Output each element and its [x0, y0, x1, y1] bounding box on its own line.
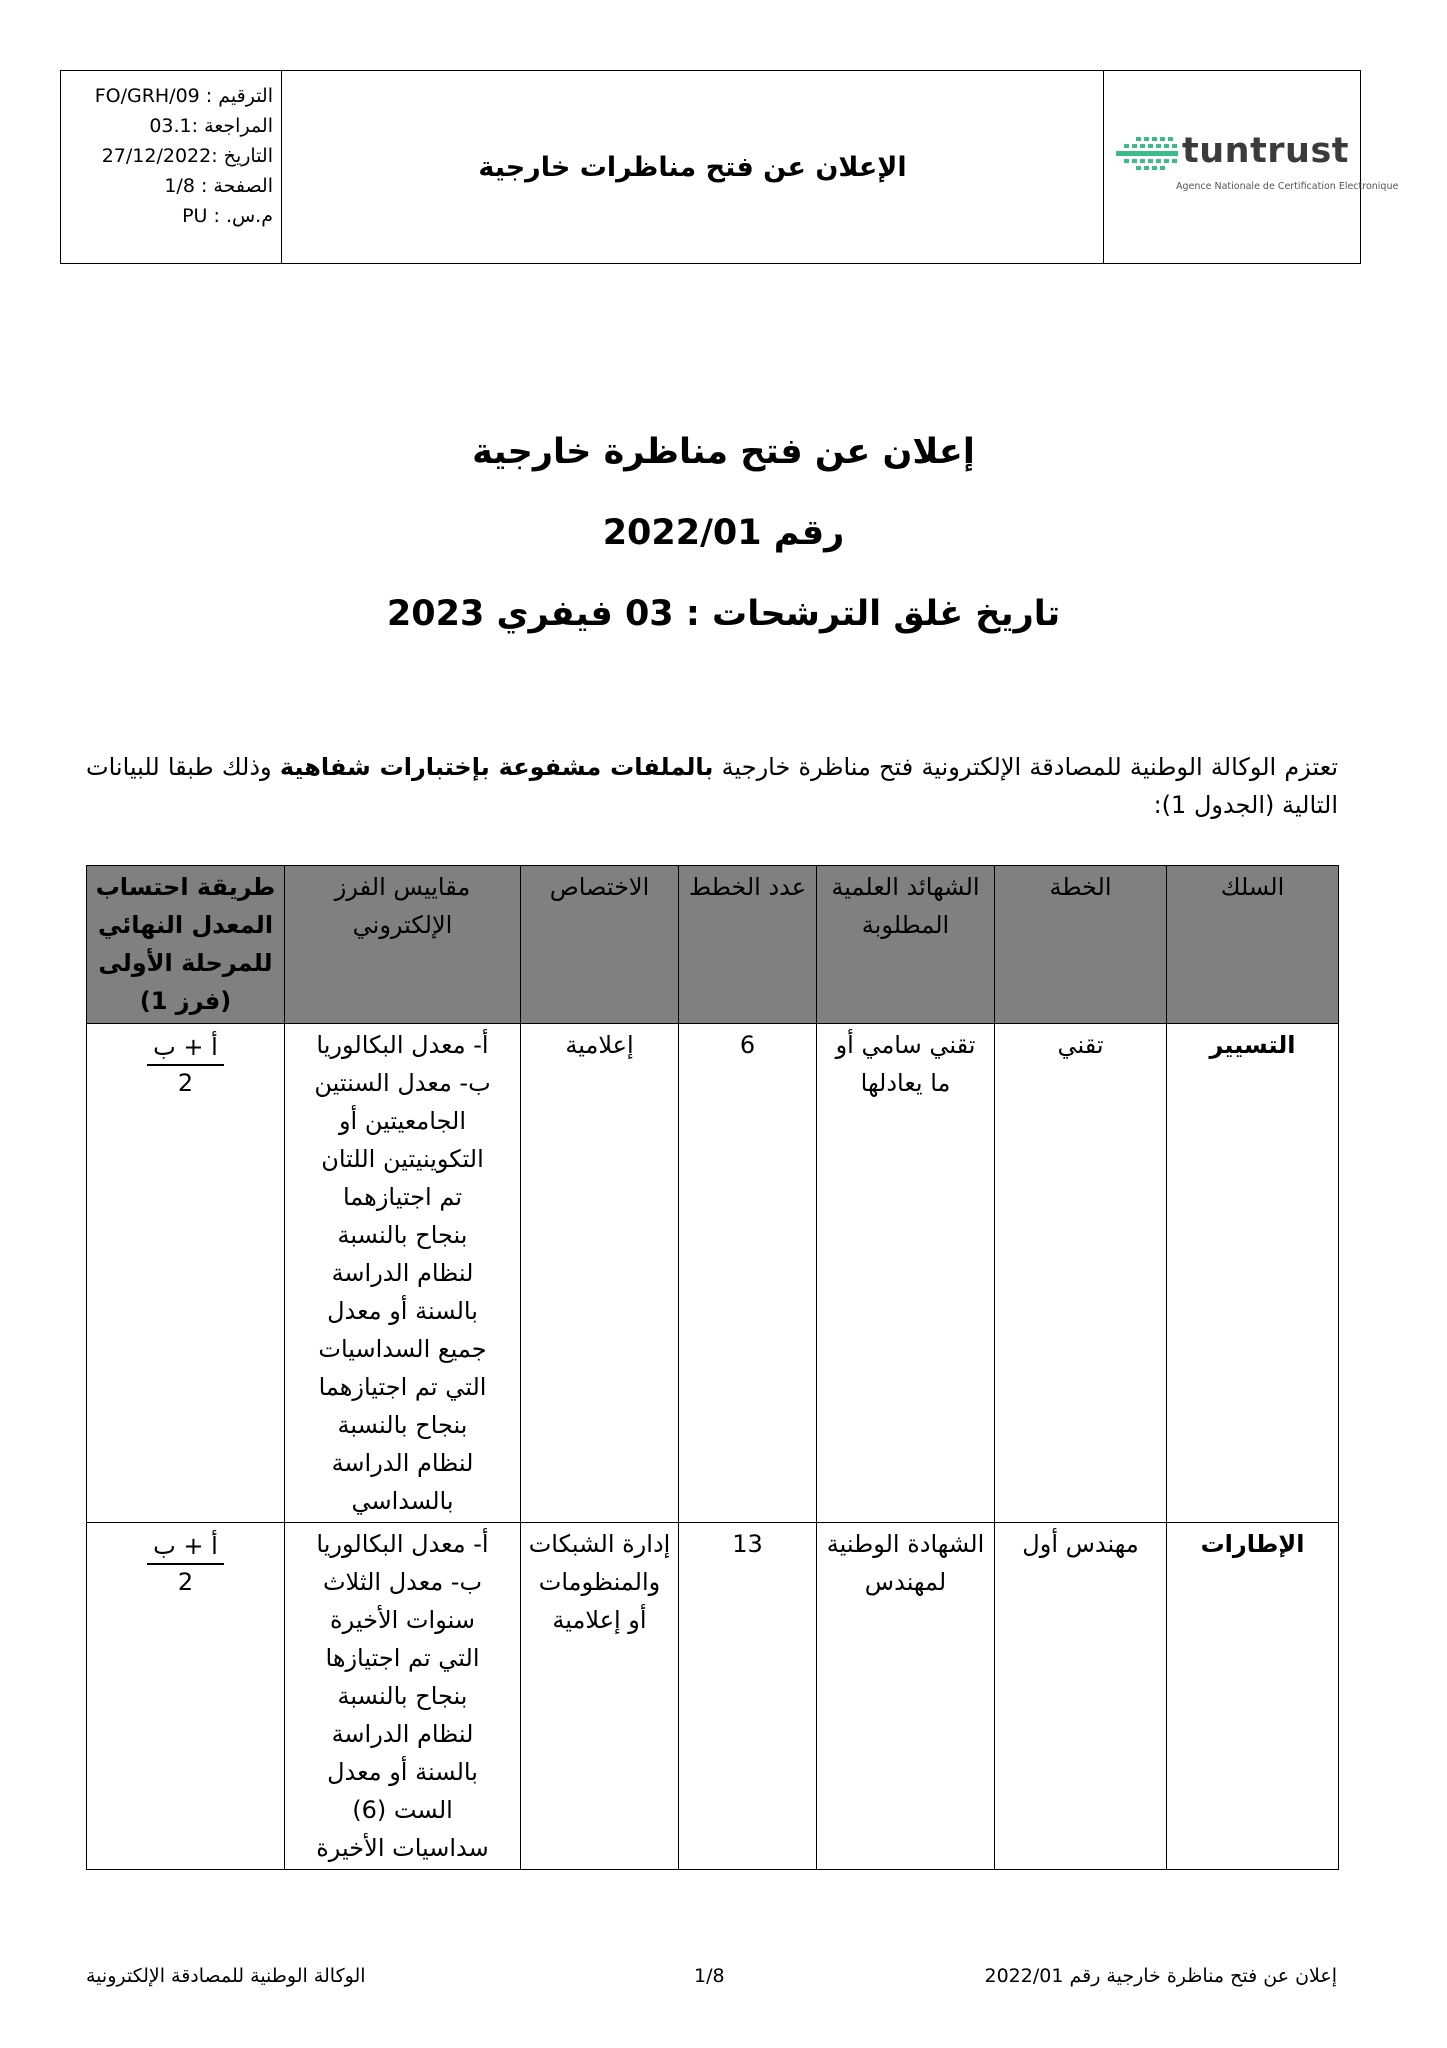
- cell-count: 6: [679, 1024, 817, 1523]
- table-header-row: [87, 866, 1339, 1024]
- logo-tagline: Agence Nationale de Certification Electronique: [1176, 181, 1399, 192]
- cell-corps: الإطارات: [1167, 1523, 1339, 1870]
- cell-grade: مهندس أول: [995, 1523, 1167, 1870]
- criteria-line: ب- معدل الثلاث: [322, 1568, 483, 1596]
- formula-denominator: 2: [177, 1069, 194, 1097]
- ref-page: الصفحة : 1/8: [164, 175, 273, 197]
- ref-classification: م.س. : PU: [182, 205, 273, 227]
- criteria-line: لنظام الدراسة: [331, 1449, 474, 1477]
- document-header: [60, 70, 1399, 264]
- criteria-line: ب- معدل السنتين: [314, 1069, 491, 1097]
- criteria-line: بالسنة أو معدل: [327, 1297, 478, 1325]
- criteria-line: بنجاح بالنسبة: [337, 1682, 468, 1710]
- table-row: [87, 1024, 1339, 1523]
- cell-criteria: [285, 1024, 521, 1523]
- criteria-line: بالسنة أو معدل: [327, 1758, 478, 1786]
- formula-numerator: أ + ب: [147, 1030, 224, 1066]
- criteria-line: جميع السداسيات: [318, 1335, 487, 1363]
- criteria-line: بنجاح بالنسبة: [337, 1221, 468, 1249]
- deadline-title: تاريخ غلق الترشحات : 03 فيفري 2023: [386, 594, 1061, 634]
- criteria-line: الست (6): [352, 1796, 453, 1824]
- formula-numerator: أ + ب: [147, 1529, 224, 1565]
- criteria-line: التي تم اجتيازها: [325, 1644, 480, 1672]
- cell-count: 13: [679, 1523, 817, 1870]
- column-header-corps: السلك: [1167, 866, 1339, 1024]
- cell-corps: التسيير: [1167, 1024, 1339, 1523]
- formula-fraction: [147, 1030, 224, 1100]
- reference-block: [61, 71, 282, 263]
- main-title: إعلان عن فتح مناظرة خارجية: [472, 432, 975, 472]
- criteria-line: التكوينيتين اللتان: [321, 1145, 484, 1173]
- cell-diploma: الشهادة الوطنية لمهندس: [817, 1523, 995, 1870]
- cell-grade: تقني: [995, 1024, 1167, 1523]
- logo-mark-icon: [1116, 137, 1182, 171]
- intro-paragraph: [86, 748, 1338, 824]
- column-header-specialty: الاختصاص: [521, 866, 679, 1024]
- cell-diploma: تقني سامي أو ما يعادلها: [817, 1024, 995, 1523]
- tuntrust-logo: [1104, 71, 1399, 263]
- table-row: [87, 1523, 1339, 1870]
- cell-formula: [87, 1024, 285, 1523]
- criteria-line: أ- معدل البكالوريا: [316, 1031, 489, 1059]
- ref-revision: المراجعة :03.1: [149, 115, 273, 137]
- column-header-grade: الخطة: [995, 866, 1167, 1024]
- cell-formula: [87, 1523, 285, 1870]
- announcement-number: رقم 2022/01: [602, 513, 845, 553]
- criteria-line: سداسيات الأخيرة: [316, 1834, 489, 1862]
- footer-page-number: 1/8: [694, 1965, 725, 1987]
- cell-specialty: إدارة الشبكات والمنظومات أو إعلامية: [521, 1523, 679, 1870]
- criteria-line: تم اجتيازهما: [342, 1183, 462, 1211]
- logo-wordmark: tuntrust: [1182, 131, 1350, 171]
- cell-specialty: إعلامية: [521, 1024, 679, 1523]
- ref-date: التاريخ :27/12/2022: [101, 145, 273, 167]
- footer-announcement-ref: إعلان عن فتح مناظرة خارجية رقم 2022/01: [984, 1965, 1337, 1987]
- cell-criteria: [285, 1523, 521, 1870]
- column-header-diploma: الشهائد العلمية المطلوبة: [817, 866, 995, 1024]
- criteria-line: لنظام الدراسة: [331, 1259, 474, 1287]
- criteria-line: التي تم اجتيازهما: [318, 1373, 487, 1401]
- ref-code: الترقيم : FO/GRH/09: [94, 85, 273, 107]
- criteria-line: بنجاح بالنسبة: [337, 1411, 468, 1439]
- intro-text-2: وذلك طبقا للبيانات التالية (الجدول 1):: [86, 753, 1338, 819]
- criteria-line: سنوات الأخيرة: [330, 1606, 475, 1634]
- column-header-formula: طريقة احتساب المعدل النهائي للمرحلة الأولى (فرز 1): [87, 866, 285, 1024]
- column-header-criteria: مقاييس الفرز الإلكتروني: [285, 866, 521, 1024]
- criteria-line: الجامعيتين أو: [338, 1107, 467, 1135]
- criteria-line: أ- معدل البكالوريا: [316, 1530, 489, 1558]
- header-title: الإعلان عن فتح مناظرات خارجية: [282, 71, 1104, 263]
- footer-agency: الوكالة الوطنية للمصادقة الإلكترونية: [86, 1965, 366, 1987]
- column-header-count: عدد الخطط: [679, 866, 817, 1024]
- formula-fraction: [147, 1529, 224, 1599]
- criteria-line: بالسداسي: [351, 1487, 454, 1515]
- intro-text-1: تعتزم الوكالة الوطنية للمصادقة الإلكترونية فتح مناظرة خارجية: [713, 753, 1339, 781]
- positions-table: [86, 865, 1339, 1870]
- intro-text-bold: بالملفات مشفوعة بإختبارات شفاهية: [279, 753, 714, 781]
- criteria-line: لنظام الدراسة: [331, 1720, 474, 1748]
- formula-denominator: 2: [177, 1568, 194, 1596]
